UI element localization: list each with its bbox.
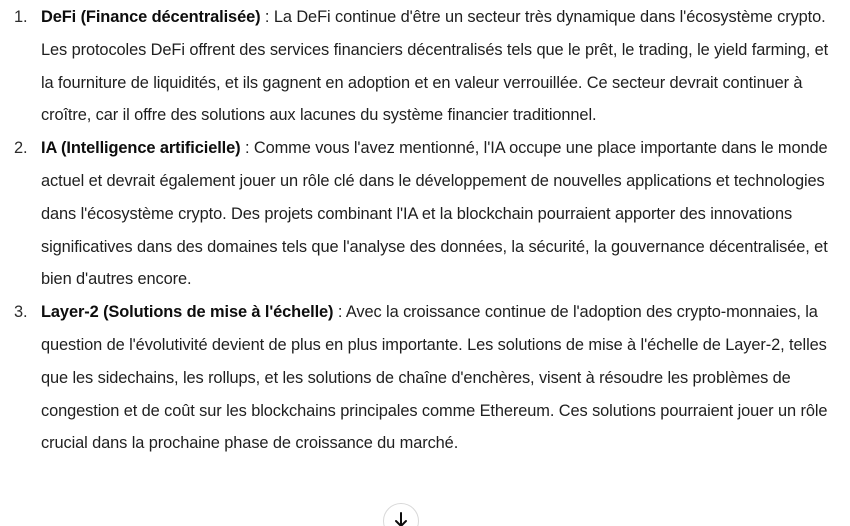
list-item-text: : Avec la croissance continue de l'adoption des crypto-monnaies, la question de l'évolutivité devient de plus en plus importante. Les solutions de mise à l'échelle de Layer-2, telles que les sidechains, les rollups, et les solutions de chaîne d'enchères, visent à résoudre les problèmes de congestion et de coût sur les blockchains principales comme Ethereum. Ces solutions pourraient jouer un rôle crucial dans la prochaine phase de croissance du marché. (41, 303, 828, 453)
list-item-number: 1. (14, 8, 28, 26)
scroll-to-bottom-button[interactable] (383, 503, 419, 526)
list-item-number: 2. (14, 139, 28, 158)
list-item (0, 0, 850, 132)
list-item-number: 3. (14, 303, 28, 322)
arrow-down-icon (393, 511, 409, 526)
list-item-heading: DeFi (Finance décentralisée) (41, 8, 261, 26)
list-item (0, 132, 850, 296)
list-item-heading: Layer-2 (Solutions de mise à l'échelle) (41, 303, 334, 322)
list-item-text: : La DeFi continue d'être un secteur très dynamique dans l'écosystème crypto. Les protocoles DeFi offrent des services financiers décentralisés tels que le prêt, le trading, le yield farming, et la fourniture de liquidités, et ils gagnent en adoption et en valeur verrouillée. Ce secteur devrait continuer à croître, car il offre des solutions aux lacunes du système financier traditionnel. (41, 8, 829, 125)
list-item (0, 296, 850, 460)
list-item-text: : Comme vous l'avez mentionné, l'IA occupe une place importante dans le monde actuel et devrait également jouer un rôle clé dans le développement de nouvelles applications et technologies dans l'écosystème crypto. Des projets combinant l'IA et la blockchain pourraient apporter des innovations significatives dans des domaines tels que l'analyse des données, la sécurité, la gouvernance décentralisée, et bien d'autres encore. (41, 139, 828, 289)
list-item-heading: IA (Intelligence artificielle) (41, 139, 241, 158)
